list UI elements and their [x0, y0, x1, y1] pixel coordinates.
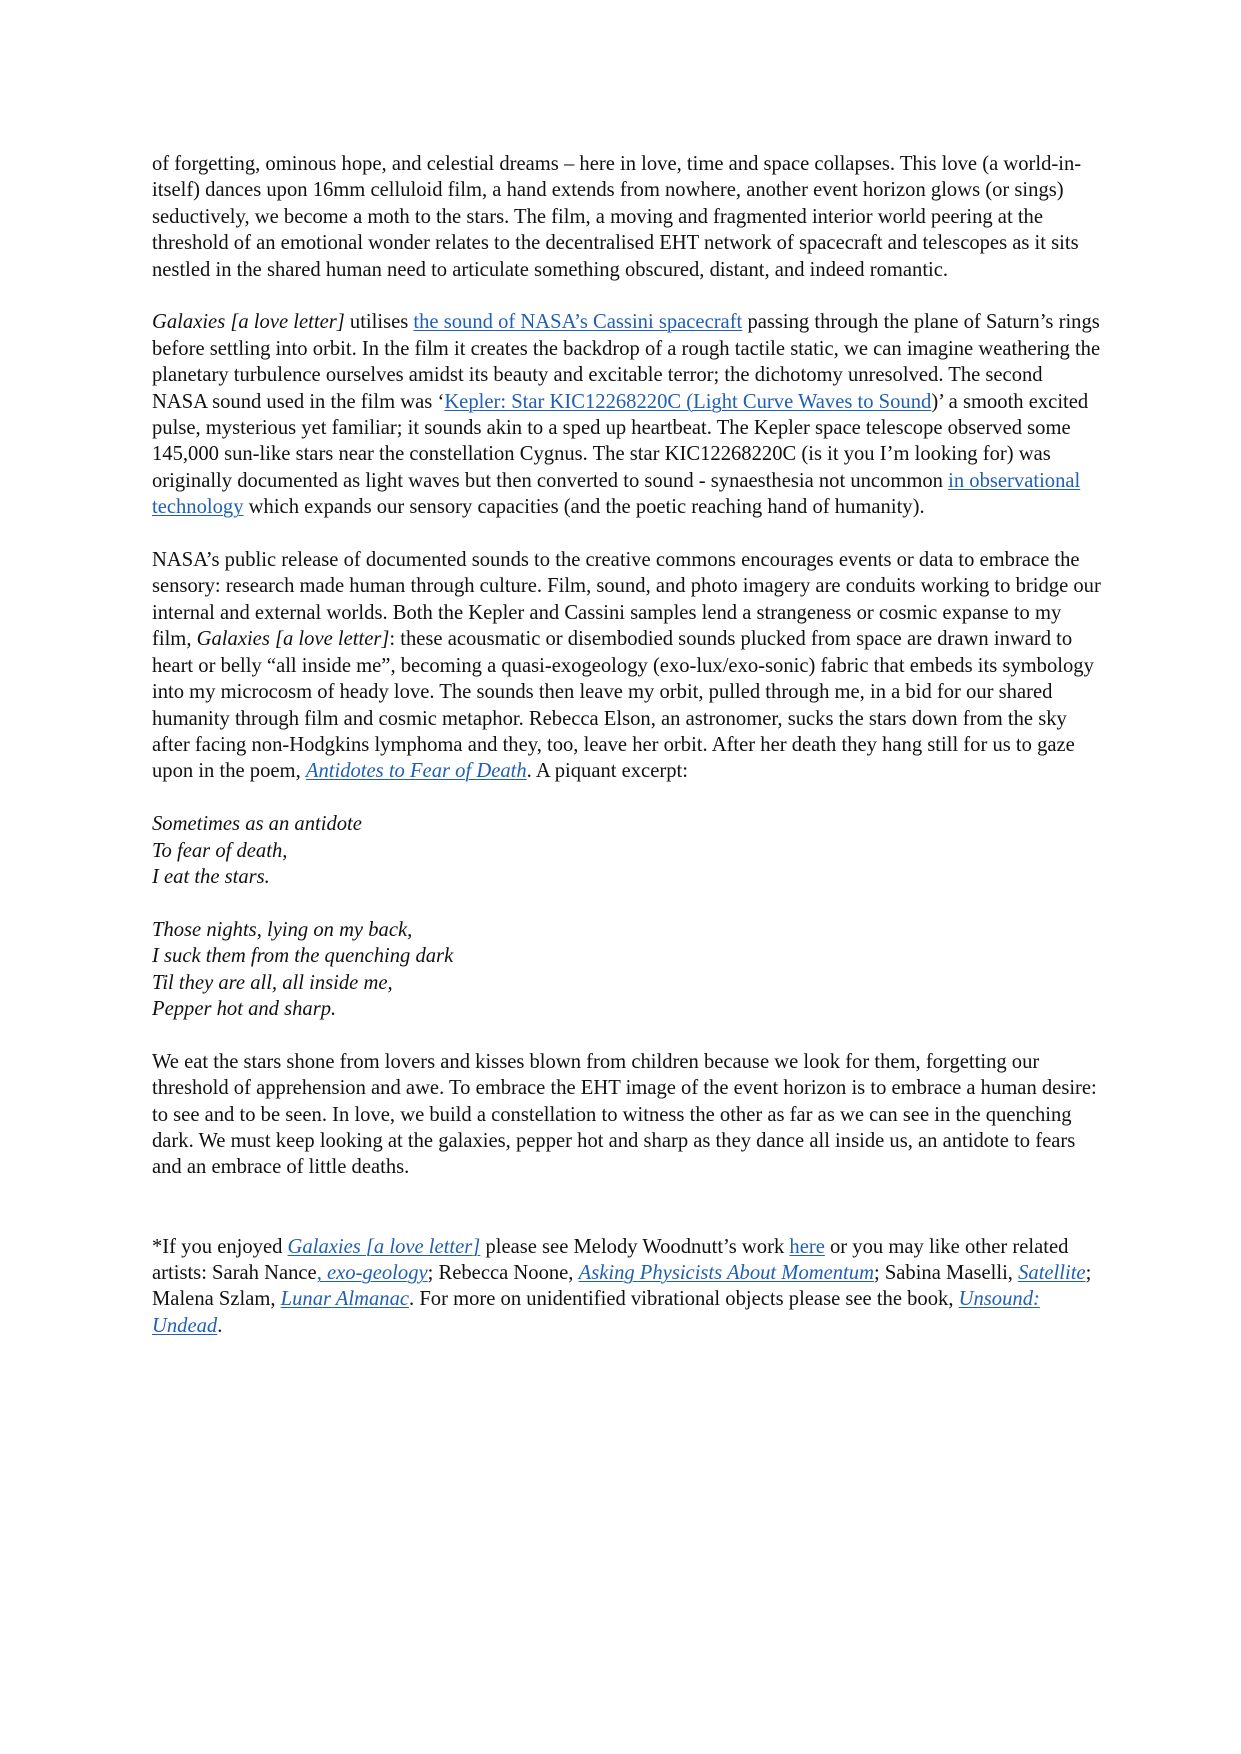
poem-line: Those nights, lying on my back, [152, 918, 413, 941]
here-link[interactable]: here [789, 1235, 825, 1258]
paragraph-intro [152, 151, 1102, 283]
paragraph-sounds-text-1: utilises [344, 311, 414, 334]
footnote [152, 1234, 1102, 1340]
unsound-undead-link[interactable]: Unsound: Undead [152, 1288, 1040, 1337]
footnote-text-7: . For more on unidentified vibrational objects please see the book, [409, 1288, 959, 1311]
poem-stanza-1 [152, 811, 1102, 890]
paragraph-nasa-text-3: . A piquant excerpt: [526, 760, 688, 783]
film-title: Galaxies [a love letter] [196, 628, 390, 651]
poem-line: To fear of death, [152, 839, 288, 862]
paragraph-sounds-text-2: passing through the plane of Saturn’s rings before settling into orbit. In the film it creates the backdrop of a rough tactile static, we can imagine weathering the planetary turbulence ourselves amidst its beauty and excitable terror; the dichotomy unresolved. The second NASA sound used in the film was ‘ [152, 311, 1101, 413]
asking-physicists-link[interactable]: Asking Physicists About Momentum [578, 1261, 874, 1284]
footnote-text-5: ; Sabina Maselli, [873, 1261, 1019, 1284]
film-title: Galaxies [a love letter] [152, 311, 345, 334]
footnote-text-1: *If you enjoyed [152, 1235, 288, 1258]
poem-line: Sometimes as an antidote [152, 813, 362, 836]
paragraph-nasa-text-2: : these acousmatic or disembodied sounds plucked from space are drawn inward to heart or belly “all inside me”, becoming a quasi-exogeology (exo-lux/exo-sonic) fabric that embeds its symbology into my microcosm of heady love. The sounds then leave my orbit, pulled through me, in a bid for our shared humanity through film and cosmic metaphor. Rebecca Elson, an astronomer, sucks the stars down from the sky after facing non-Hodgkins lymphoma and they, too, leave her orbit. After her death they hang still for us to gaze upon in the poem, [152, 628, 1094, 783]
lunar-almanac-link[interactable]: Lunar Almanac [280, 1288, 410, 1311]
observational-technology-link[interactable]: in observational technology [152, 469, 1081, 519]
cassini-sound-link[interactable]: the sound of NASA’s Cassini spacecraft [413, 311, 743, 334]
footnote-text-6: ; Malena Szlam, [152, 1261, 1092, 1311]
paragraph-sounds-text-3: )’ a smooth excited pulse, mysterious yet familiar; it sounds akin to a sped up heartbeat. The Kepler space telescope observed some 145,000 sun-like stars near the constellation Cygnus. The star KIC12268220C (is it you I’m looking for) was originally documented as light waves but then converted to sound - synaesthesia not uncommon [152, 390, 1089, 492]
exo-geology-link[interactable]: , exo-geology [316, 1261, 428, 1284]
paragraph-closing [152, 1049, 1102, 1181]
galaxies-link[interactable]: Galaxies [a love letter] [287, 1235, 481, 1258]
footnote-text-2: please see Melody Woodnutt’s work [480, 1235, 790, 1258]
document-page [152, 151, 1102, 1366]
paragraph-nasa-text-1: NASA’s public release of documented sounds to the creative commons encourages events or data to embrace the sensory: research made human through culture. Film, sound, and photo imagery are conduits working to bridge our internal and external worlds. Both the Kepler and Cassini samples lend a strangeness or cosmic expanse to my film, [152, 549, 1101, 651]
footnote-text-4: ; Rebecca Noone, [427, 1261, 579, 1284]
paragraph-closing-text: We eat the stars shone from lovers and kisses blown from children because we look for them, forgetting our threshold of apprehension and awe. To embrace the EHT image of the event horizon is to embrace a human desire: to see and to be seen. In love, we build a constellation to witness the other as far as we can see in the quenching dark. We must keep looking at the galaxies, pepper hot and sharp as they dance all inside us, an antidote to fears and an embrace of little deaths. [152, 1050, 1097, 1179]
footnote-text-3: or you may like other related artists: Sarah Nance [152, 1235, 1069, 1284]
paragraph-intro-text: of forgetting, ominous hope, and celestial dreams – here in love, time and space collapses. This love (a world-in-itself) dances upon 16mm celluloid film, a hand extends from nowhere, another event horizon glows (or sings) seductively, we become a moth to the stars. The film, a moving and fragmented interior world peering at the threshold of an emotional wonder relates to the decentralised EHT network of spacecraft and telescopes as it sits nestled in the shared human need to articulate something obscured, distant, and indeed romantic. [152, 153, 1082, 281]
paragraph-sounds-text-4: which expands our sensory capacities (and the poetic reaching hand of humanity). [243, 496, 925, 519]
poem-line: Pepper hot and sharp. [152, 997, 337, 1020]
poem-line: I eat the stars. [152, 865, 270, 888]
footnote-text-8: . [217, 1314, 223, 1337]
kepler-sound-link[interactable]: Kepler: Star KIC12268220C (Light Curve Waves to Sound [444, 390, 932, 413]
satellite-link[interactable]: Satellite [1018, 1261, 1086, 1284]
paragraph-nasa-release [152, 547, 1102, 785]
poem-line: I suck them from the quenching dark [152, 945, 454, 968]
antidotes-poem-link[interactable]: Antidotes to Fear of Death [305, 760, 527, 783]
poem-line: Til they are all, all inside me, [152, 971, 393, 994]
poem-stanza-2 [152, 917, 1102, 1023]
paragraph-sounds [152, 309, 1102, 520]
